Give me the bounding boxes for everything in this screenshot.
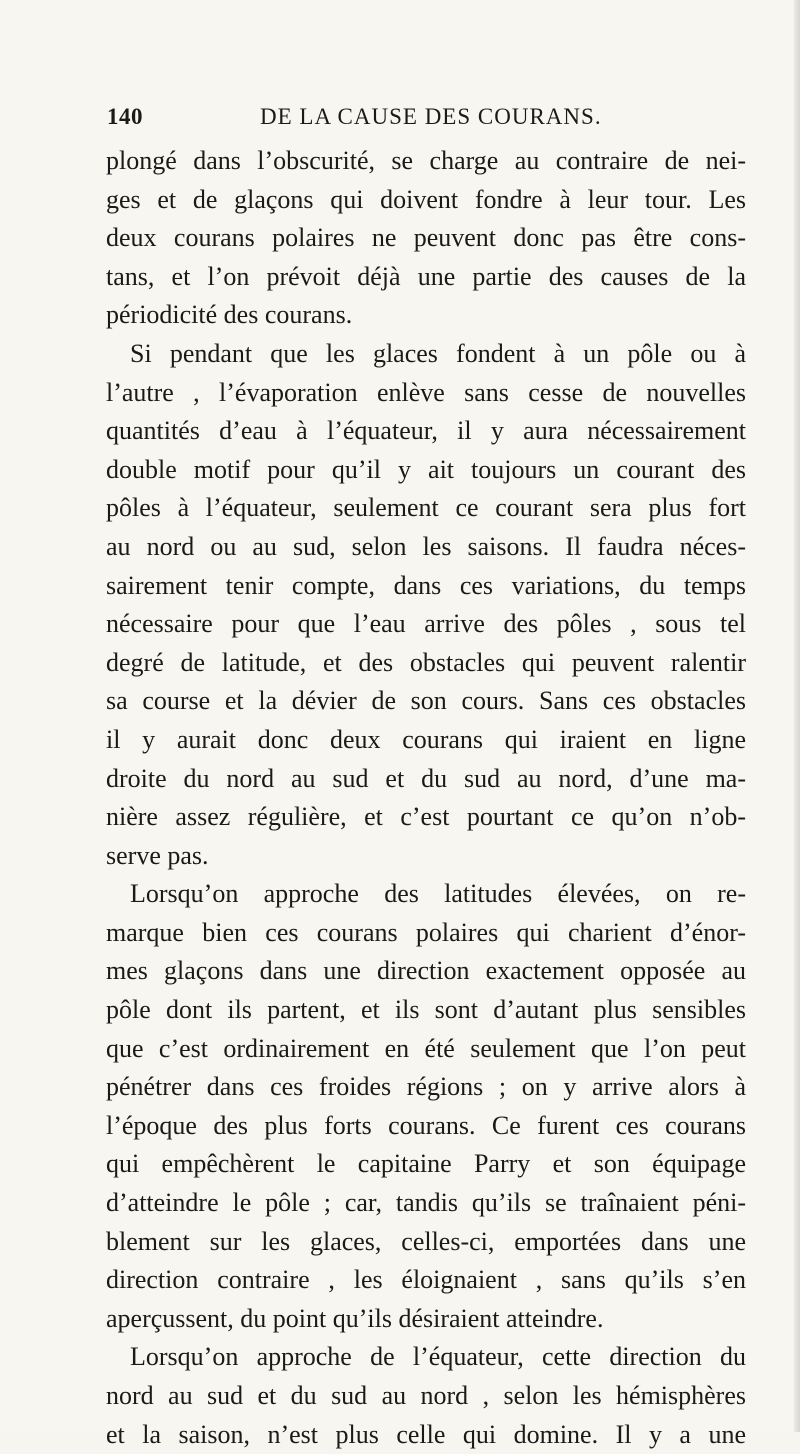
running-title: DE LA CAUSE DES COURANS.	[260, 104, 602, 129]
text-line: droite du nord au sud et du sud au nord, d’une ma-	[106, 763, 746, 793]
text-line: nord au sud et du sud au nord , selon les hémisphères	[106, 1381, 746, 1410]
text-line: qui empêchèrent le capitaine Parry et son équipage	[106, 1149, 746, 1179]
text-line: d’atteindre le pôle ; car, tandis qu’ils se traînaient péni-	[106, 1188, 746, 1218]
text-line: pôle dont ils partent, et ils sont d’autant plus sensibles	[106, 995, 746, 1025]
text-line: il y aurait donc deux courans qui iraient en ligne	[106, 724, 746, 754]
text-line: pôles à l’équateur, seulement ce courant sera plus fort	[106, 493, 746, 523]
text-line: aperçussent, du point qu’ils désiraient atteindre.	[106, 1303, 604, 1333]
text-line: au nord ou au sud, selon les saisons. Il faudra néces-	[106, 531, 746, 561]
text-line: pénétrer dans ces froides régions ; on y arrive alors à	[106, 1072, 746, 1102]
text-line: quantités d’eau à l’équateur, il y aura nécessairement	[106, 416, 746, 446]
text-line: Lorsqu’on approche de l’équateur, cette direction du	[130, 1342, 746, 1372]
text-line: périodicité des courans.	[106, 300, 353, 330]
page-edge	[794, 0, 800, 1432]
text-line: nécessaire pour que l’eau arrive des pôles , sous tel	[106, 609, 746, 639]
text-line: degré de latitude, et des obstacles qui peuvent ralentir	[106, 647, 746, 677]
page-number: 140	[107, 104, 143, 129]
text-line: ges et de glaçons qui doivent fondre à leur tour. Les	[106, 184, 746, 214]
text-line: Lorsqu’on approche des latitudes élevées, on re-	[130, 879, 746, 909]
text-line: double motif pour qu’il y ait toujours un courant des	[106, 454, 746, 484]
text-line: Si pendant que les glaces fondent à un pôle ou à	[130, 338, 746, 368]
text-line: sa course et la dévier de son cours. Sans ces obstacles	[106, 686, 746, 716]
text-line: deux courans polaires ne peuvent donc pas être cons-	[106, 223, 746, 253]
body-text	[106, 142, 746, 1454]
text-line: direction contraire , les éloignaient , sans qu’ils s’en	[106, 1265, 746, 1295]
text-line: marque bien ces courans polaires qui charient d’énor-	[106, 917, 746, 947]
text-line: serve pas.	[106, 840, 209, 870]
text-line: l’autre , l’évaporation enlève sans cesse de nouvelles	[106, 377, 746, 407]
text-line: l’époque des plus forts courans. Ce furent ces courans	[106, 1110, 746, 1140]
text-line: et la saison, n’est plus celle qui domine. Il y a une	[106, 1419, 746, 1449]
text-line: nière assez régulière, et c’est pourtant ce qu’on n’ob-	[106, 802, 746, 832]
text-line: que c’est ordinairement en été seulement que l’on peut	[106, 1033, 746, 1063]
text-line: mes glaçons dans une direction exactement opposée au	[106, 956, 746, 986]
text-line: plongé dans l’obscurité, se charge au contraire de nei-	[106, 146, 746, 175]
text-line: blement sur les glaces, celles-ci, emportées dans une	[106, 1226, 746, 1256]
text-line: tans, et l’on prévoit déjà une partie des causes de la	[106, 261, 746, 291]
page-header	[107, 104, 737, 140]
text-line: sairement tenir compte, dans ces variations, du temps	[106, 570, 746, 600]
